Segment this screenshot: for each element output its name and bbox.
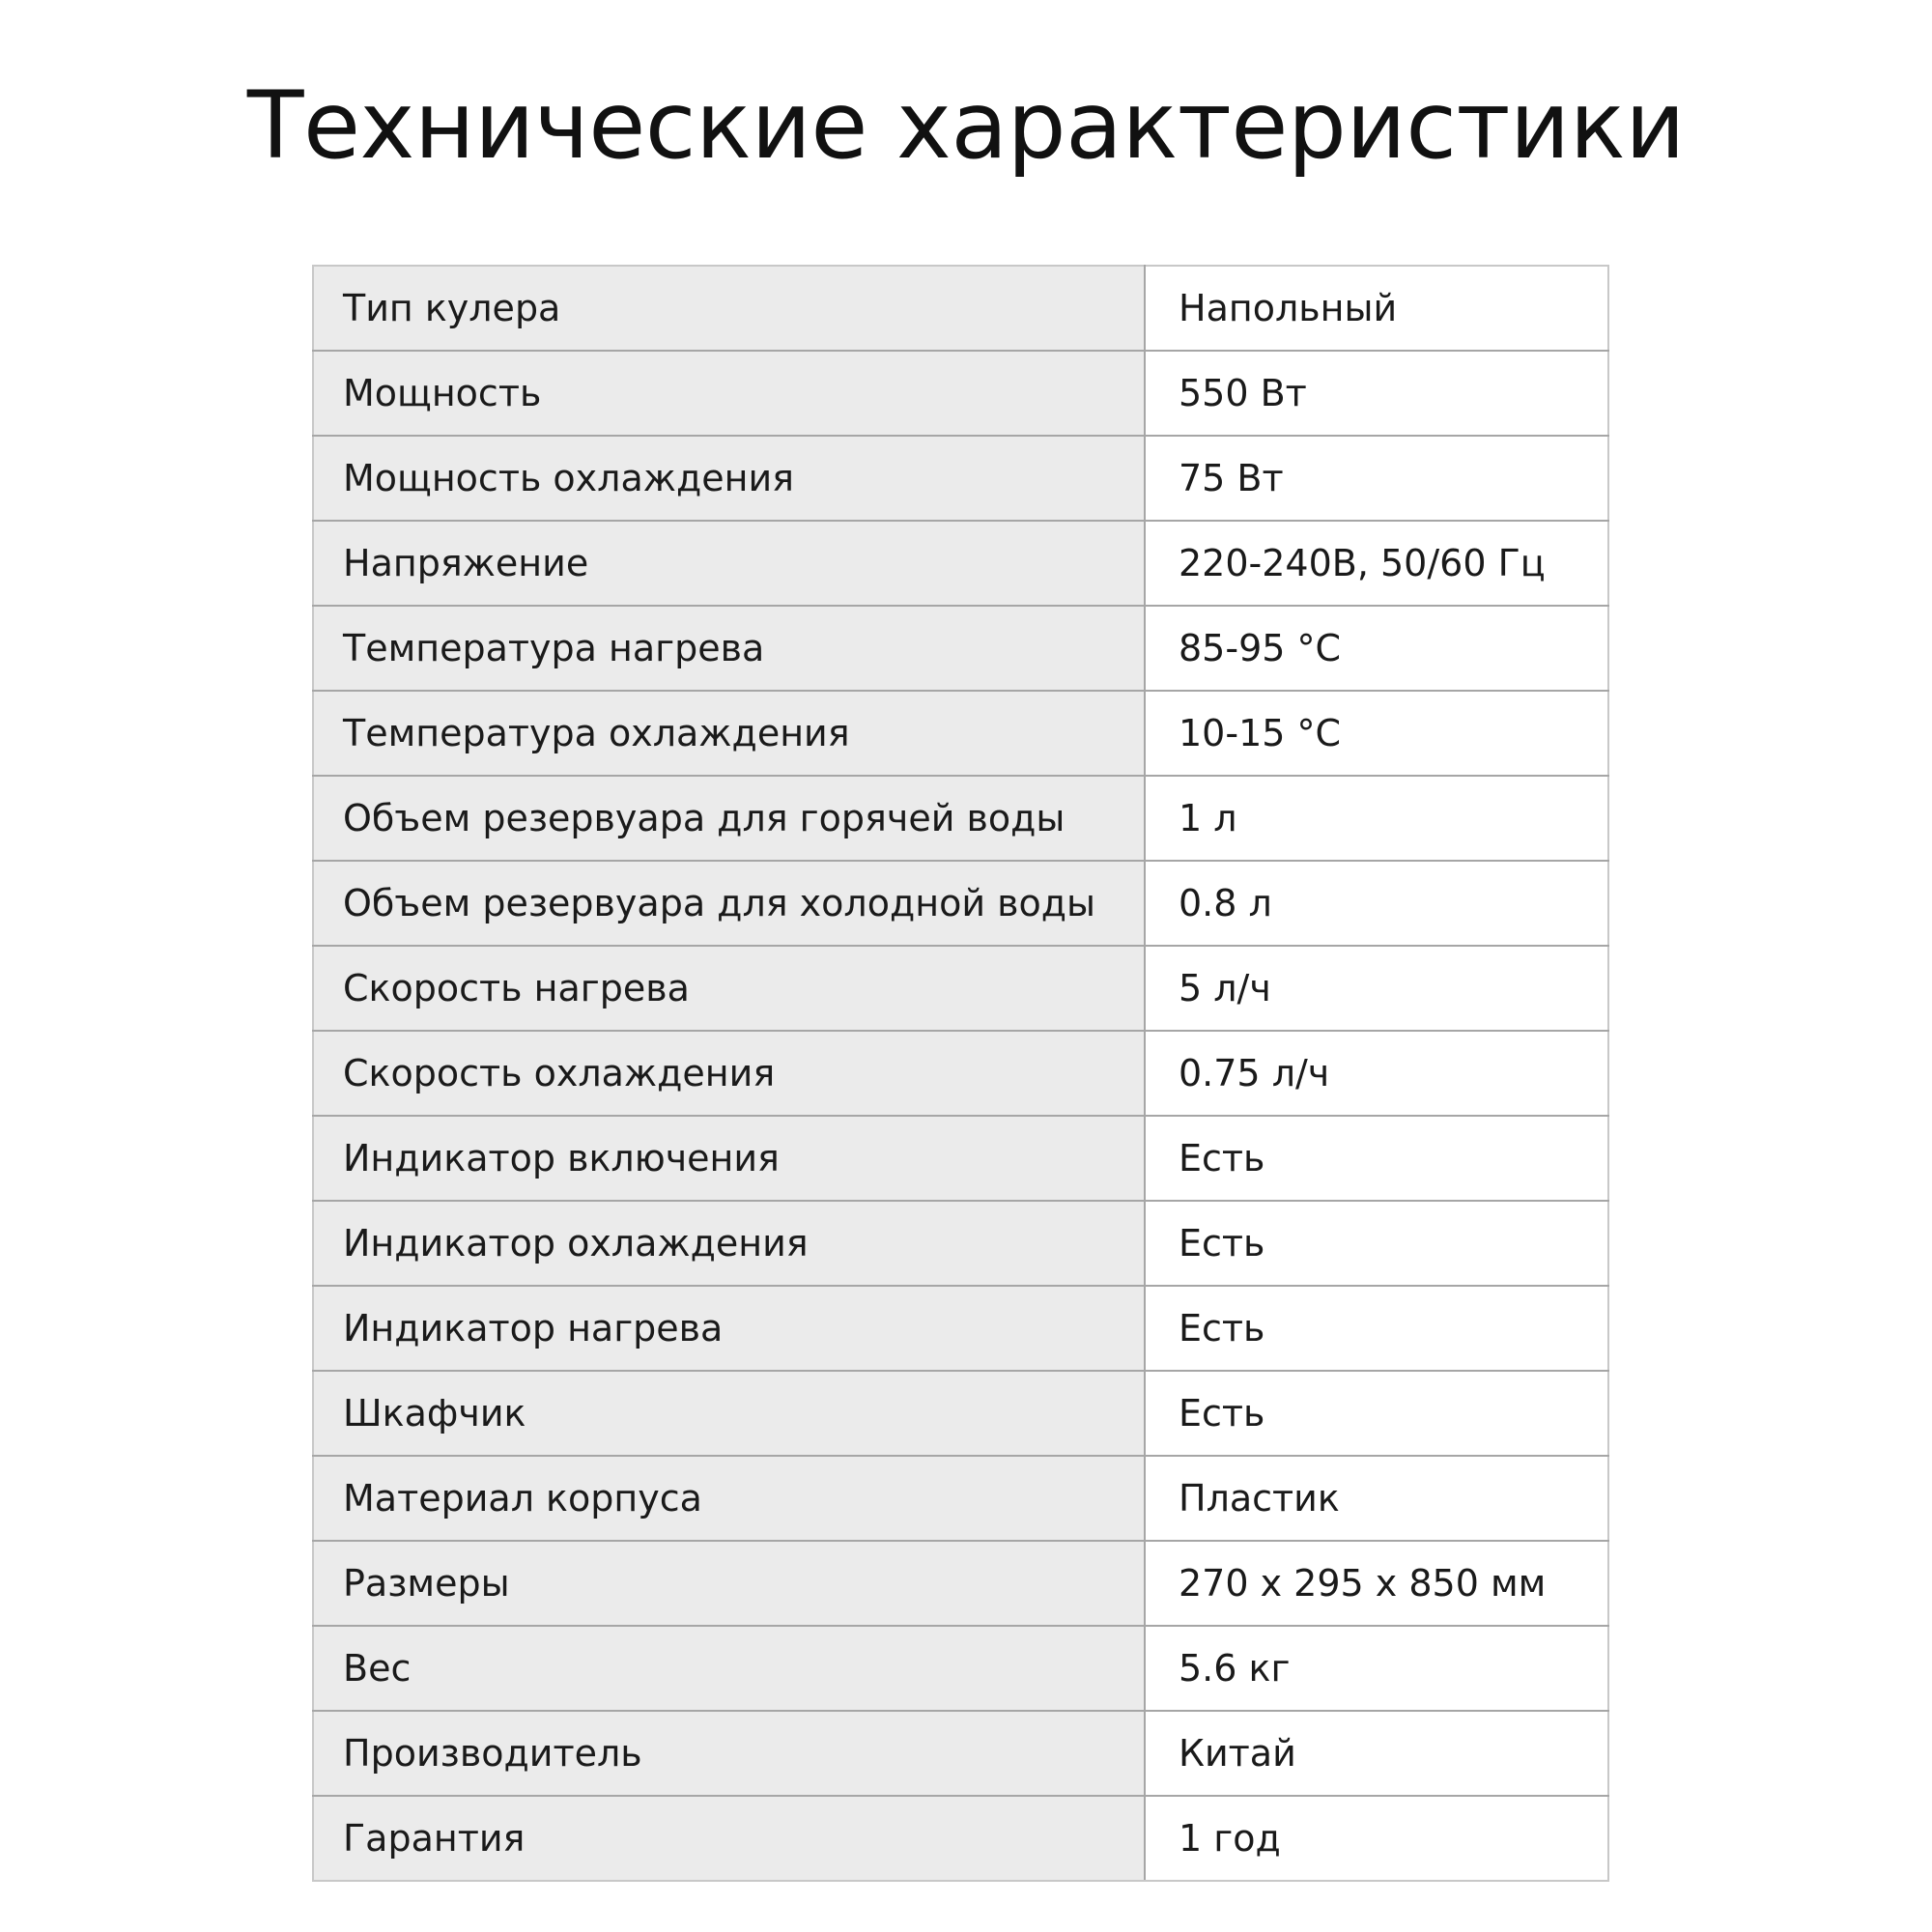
spec-param: Индикатор включения (313, 1116, 1145, 1201)
spec-value: 0.75 л/ч (1145, 1031, 1608, 1116)
table-row (313, 521, 1608, 606)
spec-param: Тип кулера (313, 266, 1145, 351)
spec-param: Скорость охлаждения (313, 1031, 1145, 1116)
table-row (313, 266, 1608, 351)
spec-param: Температура нагрева (313, 606, 1145, 691)
spec-value: 1 л (1145, 776, 1608, 861)
table-row (313, 606, 1608, 691)
table-row (313, 861, 1608, 946)
table-row (313, 1116, 1608, 1201)
spec-value: 10-15 °С (1145, 691, 1608, 776)
table-row (313, 1286, 1608, 1371)
spec-param: Объем резервуара для холодной воды (313, 861, 1145, 946)
spec-param: Вес (313, 1626, 1145, 1711)
spec-param: Индикатор нагрева (313, 1286, 1145, 1371)
spec-param: Мощность охлаждения (313, 436, 1145, 521)
table-row (313, 436, 1608, 521)
table-row (313, 1626, 1608, 1711)
spec-param: Напряжение (313, 521, 1145, 606)
table-row (313, 946, 1608, 1031)
spec-value: 5.6 кг (1145, 1626, 1608, 1711)
table-row (313, 1541, 1608, 1626)
spec-value: 220-240В, 50/60 Гц (1145, 521, 1608, 606)
spec-value: Напольный (1145, 266, 1608, 351)
spec-value: Пластик (1145, 1456, 1608, 1541)
page-title: Технические характеристики (246, 71, 1686, 180)
table-row (313, 1371, 1608, 1456)
table-row (313, 776, 1608, 861)
spec-param: Объем резервуара для горячей воды (313, 776, 1145, 861)
table-row (313, 1031, 1608, 1116)
table-row (313, 691, 1608, 776)
spec-value: 0.8 л (1145, 861, 1608, 946)
spec-value: 5 л/ч (1145, 946, 1608, 1031)
spec-value: 1 год (1145, 1796, 1608, 1881)
spec-value: Есть (1145, 1371, 1608, 1456)
spec-param: Производитель (313, 1711, 1145, 1796)
spec-value: Китай (1145, 1711, 1608, 1796)
spec-value: Есть (1145, 1286, 1608, 1371)
spec-value: 75 Вт (1145, 436, 1608, 521)
table-row (313, 1711, 1608, 1796)
spec-param: Мощность (313, 351, 1145, 436)
spec-param: Размеры (313, 1541, 1145, 1626)
spec-param: Материал корпуса (313, 1456, 1145, 1541)
spec-param: Гарантия (313, 1796, 1145, 1881)
spec-value: Есть (1145, 1201, 1608, 1286)
spec-value: Есть (1145, 1116, 1608, 1201)
table-row (313, 1201, 1608, 1286)
spec-value: 85-95 °С (1145, 606, 1608, 691)
table-row (313, 1796, 1608, 1881)
table-row (313, 1456, 1608, 1541)
spec-param: Шкафчик (313, 1371, 1145, 1456)
spec-param: Индикатор охлаждения (313, 1201, 1145, 1286)
spec-param: Температура охлаждения (313, 691, 1145, 776)
spec-value: 270 x 295 x 850 мм (1145, 1541, 1608, 1626)
spec-value: 550 Вт (1145, 351, 1608, 436)
table-row (313, 351, 1608, 436)
spec-table (312, 265, 1609, 1882)
spec-param: Скорость нагрева (313, 946, 1145, 1031)
